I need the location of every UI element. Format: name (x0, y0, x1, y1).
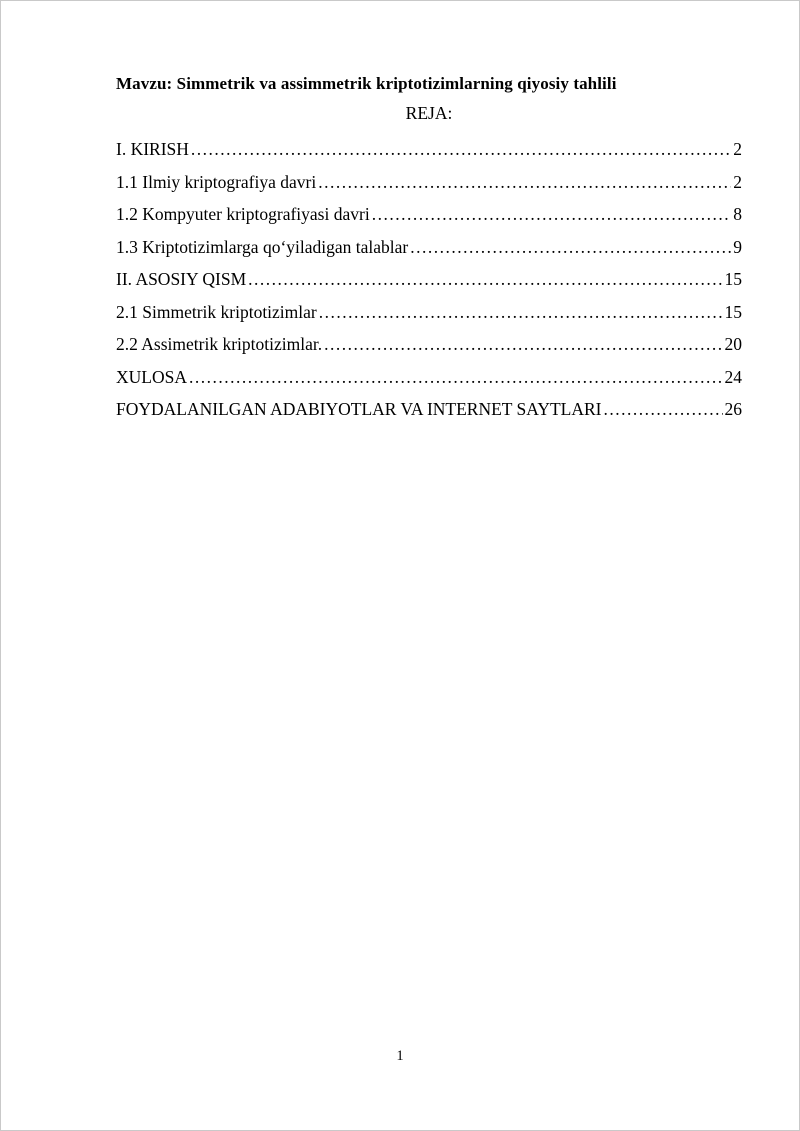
toc-entry-1-1[interactable] (116, 166, 742, 199)
toc-entry-label: I. KIRISH (116, 139, 189, 160)
toc-leader-dots (410, 231, 731, 264)
toc-leader-dots (318, 166, 731, 199)
toc-entry-2-1[interactable] (116, 296, 742, 329)
toc-leader-dots (603, 393, 722, 426)
toc-entry-page: 15 (724, 269, 742, 290)
toc-entry-label: II. ASOSIY QISM (116, 269, 247, 290)
toc-leader-dots (189, 361, 723, 394)
toc-entry-page: 24 (724, 366, 742, 387)
toc-entry-label: 2.1 Simmetrik kriptotizimlar (116, 301, 317, 322)
toc-entry-label: 1.2 Kompyuter kriptografiyasi davri (116, 204, 370, 225)
toc-entry-2-2[interactable] (116, 328, 742, 361)
table-of-contents (116, 133, 742, 426)
page-content (116, 73, 742, 426)
page-number: 1 (396, 1048, 404, 1064)
toc-entry-label: 1.3 Kriptotizimlarga qo‘yiladigan talablar (116, 236, 409, 257)
toc-entry-page: 26 (724, 399, 742, 420)
toc-leader-dots (319, 296, 723, 329)
toc-entry-label: 2.2 Assimetrik kriptotizimlar. (116, 334, 323, 355)
toc-entry-1-3[interactable] (116, 231, 742, 264)
toc-entry-adabiyotlar[interactable] (116, 393, 742, 426)
toc-leader-dots (324, 328, 722, 361)
toc-entry-page: 8 (733, 204, 742, 225)
toc-entry-1-2[interactable] (116, 198, 742, 231)
toc-entry-page: 15 (724, 301, 742, 322)
toc-entry-page: 20 (724, 334, 742, 355)
toc-entry-page: 9 (733, 236, 742, 257)
toc-entry-xulosa[interactable] (116, 361, 742, 394)
toc-leader-dots (372, 198, 732, 231)
toc-leader-dots (248, 263, 722, 296)
toc-entry-label: XULOSA (116, 366, 187, 387)
toc-entry-asosiy-qism[interactable] (116, 263, 742, 296)
toc-leader-dots (191, 133, 731, 166)
toc-entry-label: FOYDALANILGAN ADABIYOTLAR VA INTERNET SAYTLARI (116, 399, 602, 420)
toc-entry-label: 1.1 Ilmiy kriptografiya davri (116, 171, 317, 192)
toc-entry-kirish[interactable] (116, 133, 742, 166)
toc-entry-page: 2 (733, 139, 742, 160)
document-title: Mavzu: Simmetrik va assimmetrik kriptotizimlarning qiyosiy tahlili (116, 74, 617, 93)
toc-entry-page: 2 (733, 171, 742, 192)
plan-heading: REJA: (405, 103, 453, 124)
